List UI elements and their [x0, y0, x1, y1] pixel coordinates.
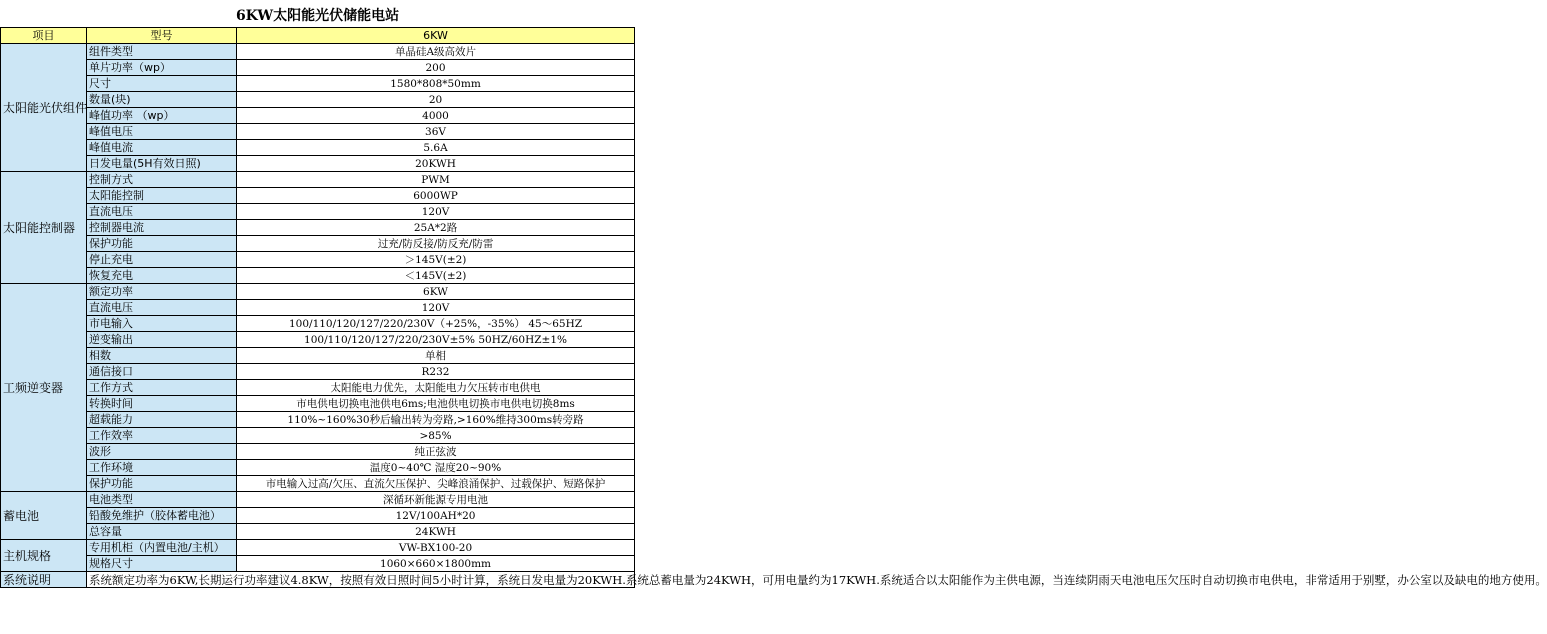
- row-label: 转换时间: [87, 396, 237, 412]
- row-value: 过充/防反接/防反充/防雷: [237, 236, 635, 252]
- row-value: 4000: [237, 108, 635, 124]
- row-label: 通信接口: [87, 364, 237, 380]
- row-value: 100/110/120/127/220/230V±5% 50HZ/60HZ±1%: [237, 332, 635, 348]
- row-value: 温度0~40℃ 湿度20~90%: [237, 460, 635, 476]
- row-label: 超载能力: [87, 412, 237, 428]
- spec-table: [0, 4, 1547, 588]
- table-row: [1, 460, 635, 476]
- row-label: 太阳能控制: [87, 188, 237, 204]
- table-row: [1, 316, 635, 332]
- row-label: 工作方式: [87, 380, 237, 396]
- system-description: 系统额定功率为6KW,长期运行功率建议4.8KW，按照有效日照时间5小时计算，系统日发电量为20KWH.系统总蓄电量为24KWH，可用电量约为17KWH.系统适合以太阳能作为主供电源，当连续阴雨天电池电压欠压时自动切换市电供电，非常适用于别墅，办公室以及缺电的地方使用。: [87, 572, 635, 588]
- table-row: [1, 572, 635, 588]
- table-row: [1, 76, 635, 92]
- row-label: 峰值电流: [87, 140, 237, 156]
- table-row: [1, 172, 635, 188]
- row-label: 直流电压: [87, 300, 237, 316]
- row-value: 深循环新能源专用电池: [237, 492, 635, 508]
- row-value: 12V/100AH*20: [237, 508, 635, 524]
- row-value: 25A*2路: [237, 220, 635, 236]
- row-label: 逆变输出: [87, 332, 237, 348]
- header-model: 型号: [87, 28, 237, 44]
- row-value: 100/110/120/127/220/230V（+25%，-35%） 45～65HZ: [237, 316, 635, 332]
- table-row: [1, 428, 635, 444]
- row-label: 工作环境: [87, 460, 237, 476]
- table-row: [1, 60, 635, 76]
- table-row: [1, 540, 635, 556]
- table-row: [1, 188, 635, 204]
- header-row: [1, 28, 635, 44]
- table-row: [1, 364, 635, 380]
- table-row: [1, 508, 635, 524]
- page-title: 6KW太阳能光伏储能电站: [1, 4, 635, 28]
- row-label: 峰值电压: [87, 124, 237, 140]
- table-row: [1, 556, 635, 572]
- row-value: 110%~160%30秒后输出转为旁路,>160%维持300ms转旁路: [237, 412, 635, 428]
- row-value: 1580*808*50mm: [237, 76, 635, 92]
- table-row: [1, 348, 635, 364]
- row-label: 工作效率: [87, 428, 237, 444]
- table-row: [1, 492, 635, 508]
- row-value: 太阳能电力优先，太阳能电力欠压转市电供电: [237, 380, 635, 396]
- row-label: 额定功率: [87, 284, 237, 300]
- table-row: [1, 156, 635, 172]
- row-value: 24KWH: [237, 524, 635, 540]
- row-value: PWM: [237, 172, 635, 188]
- row-value: ＜145V(±2): [237, 268, 635, 284]
- row-label: 规格尺寸: [87, 556, 237, 572]
- row-label: 保护功能: [87, 476, 237, 492]
- table-row: [1, 252, 635, 268]
- table-row: [1, 412, 635, 428]
- row-label: 总容量: [87, 524, 237, 540]
- row-label: 峰值功率 （wp）: [87, 108, 237, 124]
- row-label: 单片功率（wp）: [87, 60, 237, 76]
- row-label: 数量(块): [87, 92, 237, 108]
- table-row: [1, 524, 635, 540]
- row-label: 控制器电流: [87, 220, 237, 236]
- row-label: 专用机柜（内置电池/主机）: [87, 540, 237, 556]
- row-label: 控制方式: [87, 172, 237, 188]
- table-row: [1, 396, 635, 412]
- header-project: 项目: [1, 28, 87, 44]
- table-row: [1, 476, 635, 492]
- row-label: 波形: [87, 444, 237, 460]
- row-value: 120V: [237, 204, 635, 220]
- table-row: [1, 204, 635, 220]
- row-label: 尺寸: [87, 76, 237, 92]
- row-label: 直流电压: [87, 204, 237, 220]
- category-battery: 蓄电池: [1, 492, 87, 540]
- row-value: >85%: [237, 428, 635, 444]
- row-label: 恢复充电: [87, 268, 237, 284]
- row-value: 6KW: [237, 284, 635, 300]
- table-row: [1, 284, 635, 300]
- row-value: 市电输入过高/欠压、直流欠压保护、尖峰浪涌保护、过载保护、短路保护: [237, 476, 635, 492]
- row-value: 20: [237, 92, 635, 108]
- table-row: [1, 380, 635, 396]
- row-value: 200: [237, 60, 635, 76]
- row-label: 组件类型: [87, 44, 237, 60]
- row-value: 20KWH: [237, 156, 635, 172]
- category-pv: 太阳能光伏组件: [1, 44, 87, 172]
- table-row: [1, 92, 635, 108]
- header-capacity: 6KW: [237, 28, 635, 44]
- row-value: 6000WP: [237, 188, 635, 204]
- row-label: 电池类型: [87, 492, 237, 508]
- row-value: 单晶硅A级高效片: [237, 44, 635, 60]
- row-label: 停止充电: [87, 252, 237, 268]
- table-row: [1, 332, 635, 348]
- table-row: [1, 236, 635, 252]
- row-value: ＞145V(±2): [237, 252, 635, 268]
- table-row: [1, 444, 635, 460]
- table-row: [1, 44, 635, 60]
- row-value: R232: [237, 364, 635, 380]
- row-label: 日发电量(5H有效日照): [87, 156, 237, 172]
- table-row: [1, 300, 635, 316]
- row-value: 单相: [237, 348, 635, 364]
- row-value: 120V: [237, 300, 635, 316]
- category-inverter: 工频逆变器: [1, 284, 87, 492]
- row-value: 5.6A: [237, 140, 635, 156]
- table-row: [1, 108, 635, 124]
- row-label: 相数: [87, 348, 237, 364]
- table-row: [1, 220, 635, 236]
- row-value: 36V: [237, 124, 635, 140]
- table-row: [1, 124, 635, 140]
- row-label: 铅酸免维护（胶体蓄电池）: [87, 508, 237, 524]
- table-row: [1, 140, 635, 156]
- row-label: 市电输入: [87, 316, 237, 332]
- row-label: 保护功能: [87, 236, 237, 252]
- table-row: [1, 268, 635, 284]
- row-value: 1060×660×1800mm: [237, 556, 635, 572]
- category-controller: 太阳能控制器: [1, 172, 87, 284]
- row-value: 纯正弦波: [237, 444, 635, 460]
- row-value: VW-BX100-20: [237, 540, 635, 556]
- row-value: 市电供电切换电池供电6ms;电池供电切换市电供电切换8ms: [237, 396, 635, 412]
- category-host: 主机规格: [1, 540, 87, 572]
- category-system: 系统说明: [1, 572, 87, 588]
